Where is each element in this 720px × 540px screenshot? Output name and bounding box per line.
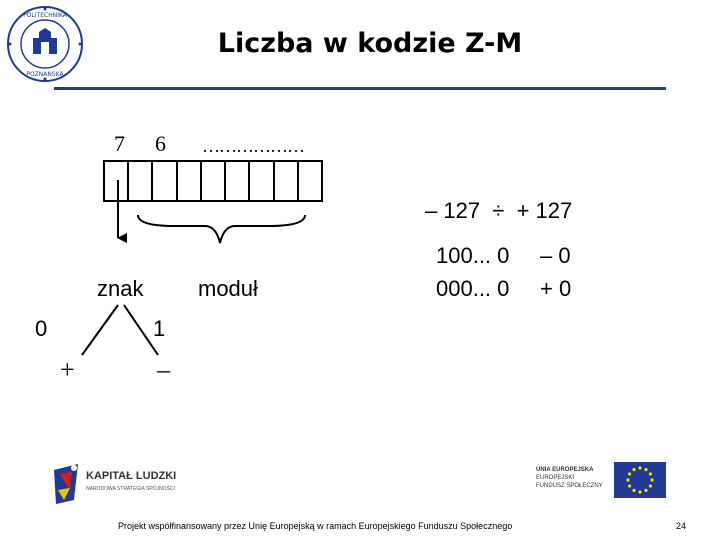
eu-line2: EUROPEJSKI — [536, 475, 575, 481]
svg-text:POZNAŃSKA: POZNAŃSKA — [26, 71, 64, 78]
bit7-label: 7 — [114, 131, 125, 156]
eu-line3: FUNDUSZ SPOŁECZNY — [536, 483, 603, 489]
eu-text-block — [536, 467, 608, 489]
module-brace — [138, 215, 305, 243]
minus-sign: – — [157, 355, 170, 384]
value-positive-zero: + 0 — [540, 276, 572, 301]
value-negative-zero: – 0 — [540, 243, 571, 268]
bit-zero: 0 — [35, 316, 48, 341]
module-label: moduł — [198, 276, 258, 301]
page-number: 24 — [676, 521, 687, 531]
sign-label: znak — [97, 276, 144, 301]
plus-sign: + — [60, 355, 75, 384]
slide-title: Liczba w kodzie Z-M — [217, 28, 523, 59]
branch-left — [82, 305, 118, 355]
kl-subtitle: NARODOWA STRATEGIA SPÓJNOŚCI — [86, 486, 175, 492]
kl-title: KAPITAŁ LUDZKI — [86, 470, 177, 482]
eu-flag-icon — [614, 462, 666, 498]
code-negative-zero: 100... 0 — [436, 243, 510, 268]
eu-line1: UNIA EUROPEJSKA — [536, 467, 594, 473]
kapital-ludzki-emblem-icon — [52, 460, 82, 505]
bit6-label: 6 — [155, 131, 166, 156]
footer-text: Projekt współfinansowany przez Unię Europejską w ramach Europejskiego Funduszu Społecznego — [118, 521, 513, 531]
bit-one: 1 — [153, 316, 166, 341]
svg-text:POLITECHNIKA: POLITECHNIKA — [23, 12, 67, 19]
code-positive-zero: 000... 0 — [436, 276, 510, 301]
dots-label: ……………… — [202, 136, 304, 156]
range-label: – 127 ÷ + 127 — [425, 198, 573, 223]
kapital-ludzki-logo — [52, 460, 212, 505]
